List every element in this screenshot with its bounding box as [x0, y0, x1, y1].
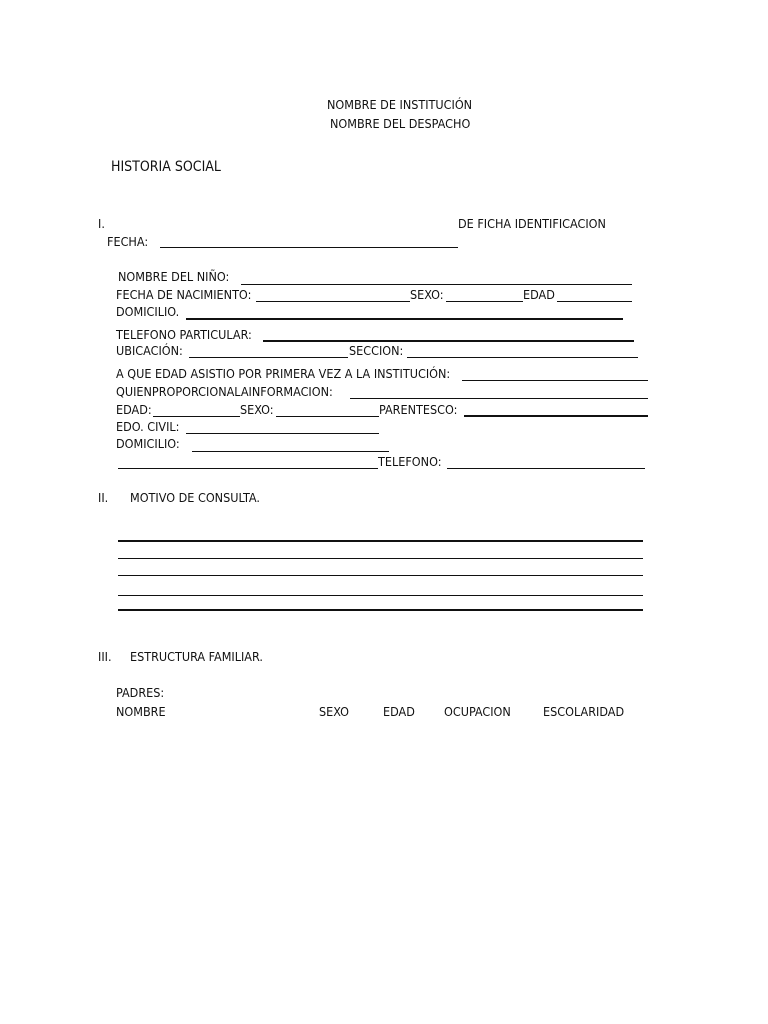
- section-field-line: [407, 357, 638, 358]
- fecha-label: FECHA:: [107, 234, 149, 249]
- consultation-line-3: [118, 575, 643, 576]
- office-name: NOMBRE DEL DESPACHO: [330, 116, 471, 131]
- institution-name: NOMBRE DE INSTITUCIÓN: [327, 97, 473, 112]
- child-name-label: NOMBRE DEL NIÑO:: [118, 269, 230, 284]
- section1-heading: DE FICHA IDENTIFICACION: [458, 216, 606, 231]
- informant-label: QUIENPROPORCIONALAINFORMACION:: [116, 384, 333, 399]
- column-header-age: EDAD: [383, 704, 415, 719]
- birth-date-label: FECHA DE NACIMIENTO:: [116, 287, 252, 302]
- section2-number: II.: [98, 490, 109, 505]
- fecha-field-line: [160, 247, 458, 248]
- informant-sex-label: SEXO:: [240, 402, 274, 417]
- phone-label: TELEFONO PARTICULAR:: [116, 327, 252, 342]
- first-visit-age-field-line: [462, 380, 648, 381]
- section-label: SECCION:: [349, 343, 404, 358]
- informant-phone-label: TELEFONO:: [378, 454, 442, 469]
- informant-field-line: [350, 398, 648, 399]
- child-name-field-line: [241, 284, 632, 285]
- address-label: DOMICILIO.: [116, 304, 180, 319]
- informant-age-label: EDAD:: [116, 402, 152, 417]
- informant-address-line-2: [118, 468, 378, 469]
- relationship-field-line: [464, 415, 648, 417]
- consultation-line-1: [118, 540, 643, 542]
- relationship-label: PARENTESCO:: [379, 402, 458, 417]
- location-field-line: [189, 357, 348, 358]
- consultation-line-4: [118, 595, 643, 596]
- phone-field-line: [263, 340, 634, 342]
- informant-age-field-line: [153, 416, 240, 417]
- civil-status-field-line: [186, 433, 379, 434]
- informant-address-field-line: [192, 451, 389, 452]
- sex-label: SEXO:: [410, 287, 444, 302]
- informant-address-label: DOMICILIO:: [116, 436, 180, 451]
- address-field-line: [186, 318, 623, 320]
- parents-label: PADRES:: [116, 685, 165, 700]
- age-label: EDAD: [523, 287, 555, 302]
- informant-sex-field-line: [276, 416, 379, 417]
- section1-number: I.: [98, 216, 105, 231]
- location-label: UBICACIÓN:: [116, 343, 183, 358]
- consultation-line-2: [118, 558, 643, 559]
- column-header-schooling: ESCOLARIDAD: [543, 704, 625, 719]
- birth-date-field-line: [256, 301, 410, 302]
- column-header-name: NOMBRE: [116, 704, 166, 719]
- column-header-occupation: OCUPACION: [444, 704, 511, 719]
- column-header-sex: SEXO: [319, 704, 349, 719]
- consultation-line-5: [118, 609, 643, 611]
- first-visit-age-label: A QUE EDAD ASISTIO POR PRIMERA VEZ A LA INSTITUCIÓN:: [116, 366, 451, 381]
- informant-phone-field-line: [447, 468, 645, 469]
- age-field-line: [557, 301, 632, 302]
- document-title: HISTORIA SOCIAL: [111, 159, 221, 175]
- section2-heading: MOTIVO DE CONSULTA.: [130, 490, 260, 505]
- civil-status-label: EDO. CIVIL:: [116, 419, 180, 434]
- section3-heading: ESTRUCTURA FAMILIAR.: [130, 649, 263, 664]
- section3-number: III.: [98, 649, 112, 664]
- sex-field-line: [446, 301, 523, 302]
